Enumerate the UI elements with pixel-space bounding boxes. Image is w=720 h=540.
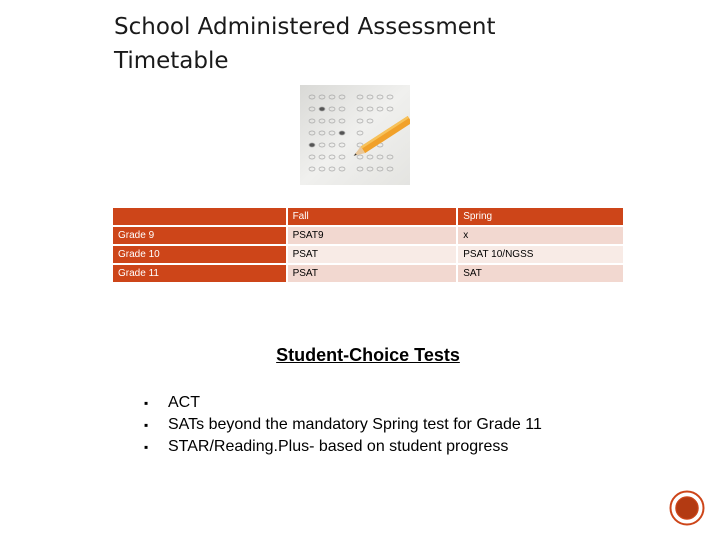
header-cell-blank xyxy=(113,208,286,225)
assessment-table xyxy=(113,206,623,284)
list-item-text: STAR/Reading.Plus- based on student progress xyxy=(168,438,509,455)
list-item-text: ACT xyxy=(168,394,200,411)
table-row xyxy=(113,246,623,263)
square-bullet-icon: ▪ xyxy=(144,440,149,454)
fall-cell: PSAT xyxy=(286,246,457,263)
fall-cell: PSAT xyxy=(286,265,457,282)
row-grade-label: Grade 10 xyxy=(113,246,286,263)
spring-cell: SAT xyxy=(456,265,623,282)
spring-cell: PSAT 10/NGSS xyxy=(456,246,623,263)
square-bullet-icon: ▪ xyxy=(144,396,149,410)
circle-nav-icon[interactable] xyxy=(669,490,705,526)
row-grade-label: Grade 11 xyxy=(113,265,286,282)
list-item xyxy=(144,392,542,414)
list-item xyxy=(144,414,542,436)
square-bullet-icon: ▪ xyxy=(144,418,149,432)
student-choice-list xyxy=(144,392,542,458)
list-item xyxy=(144,436,542,458)
answer-sheet-pencil-image xyxy=(300,85,410,185)
list-item-text: SATs beyond the mandatory Spring test for Grade 11 xyxy=(168,416,542,433)
table-header-row xyxy=(113,208,623,225)
student-choice-heading: Student-Choice Tests xyxy=(276,345,460,365)
row-grade-label: Grade 9 xyxy=(113,227,286,244)
table-row xyxy=(113,265,623,282)
page-title: School Administered Assessment Timetable xyxy=(114,14,496,74)
spring-cell: x xyxy=(456,227,623,244)
header-cell-fall: Fall xyxy=(286,208,457,225)
fall-cell: PSAT9 xyxy=(286,227,457,244)
table-row xyxy=(113,227,623,244)
header-cell-spring: Spring xyxy=(456,208,623,225)
